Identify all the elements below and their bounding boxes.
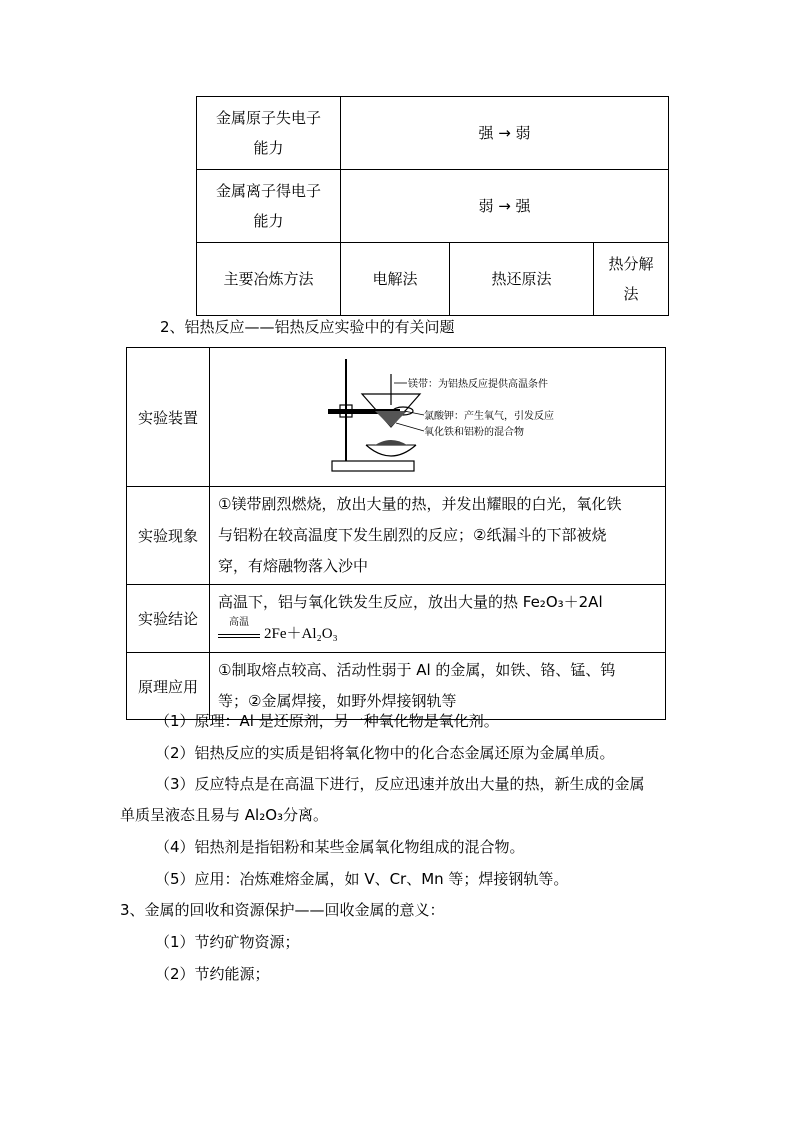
annotation-mixture: 氧化铁和铝粉的混合物 xyxy=(424,426,524,438)
apparatus-diagram-cell xyxy=(210,348,666,487)
label-application: 原理应用 xyxy=(127,653,210,720)
note-3-line2: 单质呈液态且易与 Al₂O₃分离。 xyxy=(120,806,329,824)
note-4: （4）铝热剂是指铝粉和某些金属氧化物组成的混合物。 xyxy=(155,838,525,856)
metal-activity-table xyxy=(196,96,669,316)
section3-item-2: （2）节约能源； xyxy=(155,965,270,983)
row-label-gain-electron: 金属离子得电子 能力 xyxy=(197,170,341,243)
section3-item-1: （1）节约矿物资源； xyxy=(155,933,300,951)
thermite-table xyxy=(126,347,666,720)
note-2: （2）铝热反应的实质是铝将氧化物中的化合态金属还原为金属单质。 xyxy=(155,744,615,762)
application-content: ①制取熔点较高、活动性弱于 Al 的金属，如铁、铬、锰、钨 等；②金属焊接，如野外焊接钢轨等 xyxy=(210,653,666,720)
row-value-lose-electron: 强 → 弱 xyxy=(341,97,669,170)
method-thermal-decomposition: 热分解 法 xyxy=(594,243,669,316)
label-phenomenon: 实验现象 xyxy=(127,487,210,585)
conclusion-content: 高温下，铝与氧化铁发生反应，放出大量的热 Fe₂O₃＋2Al 高温 2Fe＋Al₂O₃ xyxy=(210,585,666,653)
row-label-lose-electron: 金属原子失电子 能力 xyxy=(197,97,341,170)
method-thermal-reduction: 热还原法 xyxy=(450,243,594,316)
row-label-methods: 主要冶炼方法 xyxy=(197,243,341,316)
phenomenon-content: ①镁带剧烈燃烧，放出大量的热，并发出耀眼的白光，氧化铁 与铝粉在较高温度下发生剧烈的反应；②纸漏斗的下部被烧 穿，有熔融物落入沙中 xyxy=(210,487,666,585)
row-value-gain-electron: 弱 → 强 xyxy=(341,170,669,243)
note-1: （1）原理：Al 是还原剂，另一种氧化物是氧化剂。 xyxy=(155,712,499,730)
annotation-potassium-chlorate: 氯酸钾：产生氧气，引发反应 xyxy=(424,410,554,422)
label-conclusion: 实验结论 xyxy=(127,585,210,653)
method-electrolysis: 电解法 xyxy=(341,243,450,316)
note-5: （5）应用：冶炼难熔金属，如 V、Cr、Mn 等；焊接钢轨等。 xyxy=(155,870,569,888)
section2-title: 2、铝热反应——铝热反应实验中的有关问题 xyxy=(160,318,455,336)
note-3-line1: （3）反应特点是在高温下进行，反应迅速并放出大量的热，新生成的金属 xyxy=(155,775,645,793)
section3-title: 3、金属的回收和资源保护——回收金属的意义： xyxy=(120,901,445,919)
thermite-apparatus-diagram xyxy=(210,349,665,486)
reaction-condition-arrow: 高温 xyxy=(218,623,260,645)
label-apparatus: 实验装置 xyxy=(127,348,210,487)
annotation-magnesium: 镁带：为铝热反应提供高温条件 xyxy=(408,378,548,390)
